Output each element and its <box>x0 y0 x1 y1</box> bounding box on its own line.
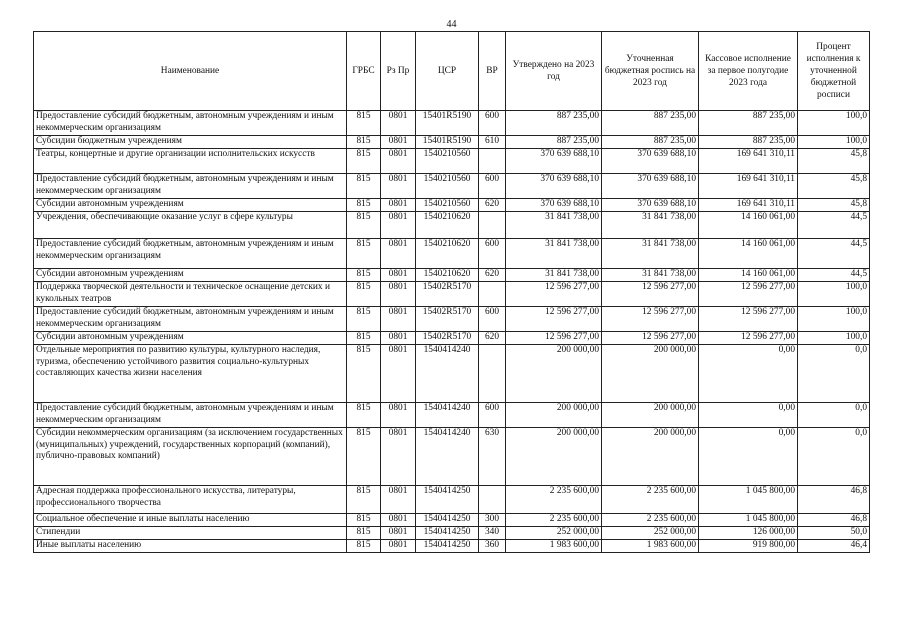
cell-percent: 100,0 <box>798 307 870 332</box>
cell-refined: 2 235 600,00 <box>602 486 699 514</box>
table-row <box>34 486 870 514</box>
cell-csr: 1540210620 <box>416 212 479 239</box>
cell-percent: 45,8 <box>798 174 870 199</box>
table-row <box>34 540 870 553</box>
cell-vr: 300 <box>479 514 506 527</box>
table-row <box>34 332 870 345</box>
cell-vr: 600 <box>479 174 506 199</box>
cell-rzpr: 0801 <box>381 149 416 174</box>
table-header-row <box>34 32 870 111</box>
cell-approved: 200 000,00 <box>506 428 602 486</box>
cell-cash: 14 160 061,00 <box>699 212 798 239</box>
cell-approved: 2 235 600,00 <box>506 486 602 514</box>
cell-percent: 44,5 <box>798 269 870 282</box>
cell-csr: 1540414250 <box>416 486 479 514</box>
cell-vr <box>479 345 506 403</box>
cell-csr: 1540414240 <box>416 403 479 428</box>
cell-refined: 31 841 738,00 <box>602 269 699 282</box>
cell-csr: 1540414240 <box>416 428 479 486</box>
column-header-refined: Уточненная бюджетная роспись на 2023 год <box>602 32 699 111</box>
cell-vr: 600 <box>479 403 506 428</box>
cell-percent: 46,4 <box>798 540 870 553</box>
cell-refined: 2 235 600,00 <box>602 514 699 527</box>
cell-percent: 100,0 <box>798 111 870 136</box>
cell-cash: 169 641 310,11 <box>699 149 798 174</box>
cell-vr: 630 <box>479 428 506 486</box>
cell-vr: 600 <box>479 239 506 269</box>
cell-name: Театры, концертные и другие организации исполнительских искусств <box>34 149 347 174</box>
cell-csr: 1540210560 <box>416 174 479 199</box>
cell-rzpr: 0801 <box>381 239 416 269</box>
cell-name: Иные выплаты населению <box>34 540 347 553</box>
cell-rzpr: 0801 <box>381 282 416 307</box>
cell-grbs: 815 <box>347 111 381 136</box>
cell-percent: 45,8 <box>798 199 870 212</box>
cell-name: Субсидии бюджетным учреждениям <box>34 136 347 149</box>
cell-grbs: 815 <box>347 307 381 332</box>
cell-refined: 370 639 688,10 <box>602 149 699 174</box>
cell-cash: 887 235,00 <box>699 136 798 149</box>
cell-percent: 46,8 <box>798 486 870 514</box>
table-row <box>34 307 870 332</box>
cell-vr <box>479 486 506 514</box>
cell-csr: 15402R5170 <box>416 332 479 345</box>
table-row <box>34 514 870 527</box>
cell-rzpr: 0801 <box>381 269 416 282</box>
cell-approved: 12 596 277,00 <box>506 282 602 307</box>
table-row <box>34 527 870 540</box>
cell-percent: 100,0 <box>798 136 870 149</box>
cell-approved: 200 000,00 <box>506 345 602 403</box>
cell-csr: 1540414240 <box>416 345 479 403</box>
cell-cash: 887 235,00 <box>699 111 798 136</box>
cell-rzpr: 0801 <box>381 514 416 527</box>
cell-percent: 0,0 <box>798 403 870 428</box>
cell-vr <box>479 282 506 307</box>
cell-refined: 252 000,00 <box>602 527 699 540</box>
cell-vr: 610 <box>479 136 506 149</box>
cell-grbs: 815 <box>347 514 381 527</box>
cell-cash: 14 160 061,00 <box>699 239 798 269</box>
cell-approved: 370 639 688,10 <box>506 149 602 174</box>
cell-vr: 600 <box>479 111 506 136</box>
cell-name: Субсидии автономным учреждениям <box>34 199 347 212</box>
cell-approved: 252 000,00 <box>506 527 602 540</box>
cell-grbs: 815 <box>347 212 381 239</box>
table-row <box>34 239 870 269</box>
cell-vr: 600 <box>479 307 506 332</box>
cell-approved: 200 000,00 <box>506 403 602 428</box>
cell-name: Отдельные мероприятия по развитию культуры, культурного наследия, туризма, обеспечению устойчивого развития социально-культурных составляющих качества жизни населения <box>34 345 347 403</box>
table-row <box>34 269 870 282</box>
cell-approved: 887 235,00 <box>506 111 602 136</box>
cell-refined: 31 841 738,00 <box>602 239 699 269</box>
cell-name: Субсидии некоммерческим организациям (за исключением государственных (муниципальных) учреждений, государственных корпораций (компаний), публично-правовых компаний) <box>34 428 347 486</box>
cell-refined: 12 596 277,00 <box>602 332 699 345</box>
cell-name: Стипендии <box>34 527 347 540</box>
cell-vr: 340 <box>479 527 506 540</box>
cell-refined: 370 639 688,10 <box>602 174 699 199</box>
column-header-cash: Кассовое исполнение за первое полугодие 2023 года <box>699 32 798 111</box>
cell-refined: 12 596 277,00 <box>602 282 699 307</box>
cell-approved: 1 983 600,00 <box>506 540 602 553</box>
column-header-vr: ВР <box>479 32 506 111</box>
cell-name: Социальное обеспечение и иные выплаты населению <box>34 514 347 527</box>
cell-percent: 0,0 <box>798 428 870 486</box>
cell-name: Субсидии автономным учреждениям <box>34 332 347 345</box>
cell-grbs: 815 <box>347 269 381 282</box>
cell-name: Поддержка творческой деятельности и техническое оснащение детских и кукольных театров <box>34 282 347 307</box>
cell-percent: 44,5 <box>798 239 870 269</box>
cell-grbs: 815 <box>347 199 381 212</box>
cell-name: Предоставление субсидий бюджетным, автономным учреждениям и иным некоммерческим организациям <box>34 111 347 136</box>
cell-approved: 370 639 688,10 <box>506 199 602 212</box>
cell-refined: 370 639 688,10 <box>602 199 699 212</box>
cell-name: Учреждения, обеспечивающие оказание услуг в сфере культуры <box>34 212 347 239</box>
cell-cash: 919 800,00 <box>699 540 798 553</box>
cell-grbs: 815 <box>347 174 381 199</box>
cell-csr: 1540414250 <box>416 514 479 527</box>
cell-csr: 1540210620 <box>416 239 479 269</box>
cell-refined: 200 000,00 <box>602 345 699 403</box>
cell-percent: 46,8 <box>798 514 870 527</box>
cell-csr: 15402R5170 <box>416 282 479 307</box>
table-row <box>34 136 870 149</box>
cell-approved: 31 841 738,00 <box>506 239 602 269</box>
cell-approved: 31 841 738,00 <box>506 212 602 239</box>
table-row <box>34 428 870 486</box>
column-header-approved: Утверждено на 2023 год <box>506 32 602 111</box>
cell-csr: 1540210560 <box>416 199 479 212</box>
cell-percent: 45,8 <box>798 149 870 174</box>
cell-approved: 887 235,00 <box>506 136 602 149</box>
cell-rzpr: 0801 <box>381 403 416 428</box>
cell-refined: 1 983 600,00 <box>602 540 699 553</box>
cell-approved: 31 841 738,00 <box>506 269 602 282</box>
cell-grbs: 815 <box>347 428 381 486</box>
page-number: 44 <box>446 19 457 30</box>
cell-rzpr: 0801 <box>381 486 416 514</box>
cell-vr: 620 <box>479 332 506 345</box>
cell-rzpr: 0801 <box>381 136 416 149</box>
cell-approved: 2 235 600,00 <box>506 514 602 527</box>
column-header-grbs: ГРБС <box>347 32 381 111</box>
cell-percent: 100,0 <box>798 282 870 307</box>
cell-cash: 126 000,00 <box>699 527 798 540</box>
cell-csr: 1540210620 <box>416 269 479 282</box>
cell-cash: 169 641 310,11 <box>699 199 798 212</box>
table-body <box>34 111 870 553</box>
cell-grbs: 815 <box>347 345 381 403</box>
column-header-name: Наименование <box>34 32 347 111</box>
cell-csr: 15402R5170 <box>416 307 479 332</box>
cell-percent: 44,5 <box>798 212 870 239</box>
cell-csr: 15401R5190 <box>416 136 479 149</box>
budget-execution-table <box>33 31 870 553</box>
cell-rzpr: 0801 <box>381 174 416 199</box>
cell-name: Предоставление субсидий бюджетным, автономным учреждениям и иным некоммерческим организациям <box>34 403 347 428</box>
cell-name: Предоставление субсидий бюджетным, автономным учреждениям и иным некоммерческим организациям <box>34 239 347 269</box>
cell-cash: 12 596 277,00 <box>699 282 798 307</box>
cell-rzpr: 0801 <box>381 332 416 345</box>
cell-percent: 50,0 <box>798 527 870 540</box>
cell-rzpr: 0801 <box>381 345 416 403</box>
table-row <box>34 174 870 199</box>
cell-rzpr: 0801 <box>381 527 416 540</box>
cell-rzpr: 0801 <box>381 212 416 239</box>
cell-vr: 360 <box>479 540 506 553</box>
table-row <box>34 403 870 428</box>
table-row <box>34 111 870 136</box>
cell-csr: 15401R5190 <box>416 111 479 136</box>
table-row <box>34 212 870 239</box>
cell-cash: 12 596 277,00 <box>699 307 798 332</box>
cell-grbs: 815 <box>347 540 381 553</box>
cell-rzpr: 0801 <box>381 428 416 486</box>
cell-cash: 1 045 800,00 <box>699 514 798 527</box>
cell-rzpr: 0801 <box>381 111 416 136</box>
cell-vr: 620 <box>479 269 506 282</box>
column-header-csr: ЦСР <box>416 32 479 111</box>
cell-vr: 620 <box>479 199 506 212</box>
table-row <box>34 345 870 403</box>
cell-name: Субсидии автономным учреждениям <box>34 269 347 282</box>
cell-grbs: 815 <box>347 332 381 345</box>
cell-cash: 14 160 061,00 <box>699 269 798 282</box>
column-header-rzpr: Рз Пр <box>381 32 416 111</box>
cell-refined: 31 841 738,00 <box>602 212 699 239</box>
cell-grbs: 815 <box>347 527 381 540</box>
cell-rzpr: 0801 <box>381 307 416 332</box>
cell-csr: 1540414250 <box>416 527 479 540</box>
cell-grbs: 815 <box>347 486 381 514</box>
cell-rzpr: 0801 <box>381 540 416 553</box>
cell-csr: 1540210560 <box>416 149 479 174</box>
cell-rzpr: 0801 <box>381 199 416 212</box>
cell-approved: 370 639 688,10 <box>506 174 602 199</box>
cell-refined: 200 000,00 <box>602 428 699 486</box>
cell-cash: 0,00 <box>699 403 798 428</box>
cell-cash: 0,00 <box>699 428 798 486</box>
cell-vr <box>479 149 506 174</box>
cell-percent: 0,0 <box>798 345 870 403</box>
cell-csr: 1540414250 <box>416 540 479 553</box>
cell-grbs: 815 <box>347 403 381 428</box>
cell-vr <box>479 212 506 239</box>
cell-percent: 100,0 <box>798 332 870 345</box>
cell-name: Предоставление субсидий бюджетным, автономным учреждениям и иным некоммерческим организациям <box>34 307 347 332</box>
cell-approved: 12 596 277,00 <box>506 332 602 345</box>
table-row <box>34 199 870 212</box>
cell-refined: 887 235,00 <box>602 111 699 136</box>
cell-cash: 0,00 <box>699 345 798 403</box>
cell-cash: 12 596 277,00 <box>699 332 798 345</box>
cell-name: Предоставление субсидий бюджетным, автономным учреждениям и иным некоммерческим организациям <box>34 174 347 199</box>
cell-cash: 169 641 310,11 <box>699 174 798 199</box>
cell-refined: 887 235,00 <box>602 136 699 149</box>
column-header-percent: Процент исполнения к уточненной бюджетной росписи <box>798 32 870 111</box>
cell-cash: 1 045 800,00 <box>699 486 798 514</box>
cell-refined: 12 596 277,00 <box>602 307 699 332</box>
table-row <box>34 149 870 174</box>
table-row <box>34 282 870 307</box>
cell-refined: 200 000,00 <box>602 403 699 428</box>
cell-name: Адресная поддержка профессионального искусства, литературы, профессионального творчества <box>34 486 347 514</box>
cell-grbs: 815 <box>347 239 381 269</box>
cell-grbs: 815 <box>347 149 381 174</box>
cell-grbs: 815 <box>347 136 381 149</box>
cell-grbs: 815 <box>347 282 381 307</box>
cell-approved: 12 596 277,00 <box>506 307 602 332</box>
